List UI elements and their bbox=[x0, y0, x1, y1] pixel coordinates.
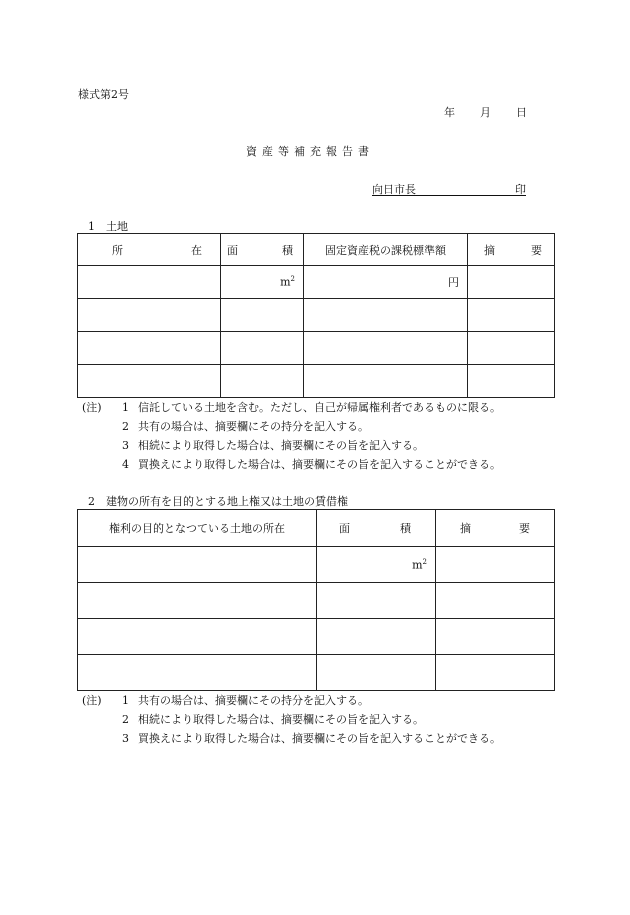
header-area: 面 積 bbox=[317, 510, 436, 547]
section1-notes bbox=[82, 398, 501, 474]
cell-location[interactable] bbox=[78, 266, 221, 299]
note-item: (注) 1 共有の場合は、摘要欄にその持分を記入する。 bbox=[82, 694, 369, 707]
document-title: 資産等補充報告書 bbox=[246, 145, 374, 158]
header-land-location: 権利の目的となつている土地の所在 bbox=[78, 510, 317, 547]
note-item: 3 買換えにより取得した場合は、摘要欄にその旨を記入することができる。 bbox=[122, 732, 501, 745]
cell-area[interactable] bbox=[221, 299, 304, 332]
cell-tax-base[interactable] bbox=[304, 365, 468, 398]
cell-remarks[interactable] bbox=[436, 547, 555, 583]
leasehold-table bbox=[77, 509, 555, 691]
cell-land-location[interactable] bbox=[78, 583, 317, 619]
table-row bbox=[78, 583, 555, 619]
form-number: 様式第2号 bbox=[78, 88, 129, 101]
note-item: 3 相続により取得した場合は、摘要欄にその旨を記入する。 bbox=[122, 439, 424, 452]
header-remarks: 摘 要 bbox=[436, 510, 555, 547]
table-row bbox=[78, 365, 555, 398]
cell-land-location[interactable] bbox=[78, 547, 317, 583]
addressee-line bbox=[372, 181, 526, 196]
cell-remarks[interactable] bbox=[468, 266, 555, 299]
seal-mark: 印 bbox=[515, 183, 526, 196]
cell-remarks[interactable] bbox=[436, 583, 555, 619]
section2-notes bbox=[82, 691, 501, 748]
table-row bbox=[78, 332, 555, 365]
table-row bbox=[78, 547, 555, 583]
table-row bbox=[78, 655, 555, 691]
cell-location[interactable] bbox=[78, 365, 221, 398]
leasehold-table-header bbox=[78, 510, 555, 547]
cell-area[interactable] bbox=[317, 655, 436, 691]
cell-remarks[interactable] bbox=[436, 655, 555, 691]
note-item: 4 買換えにより取得した場合は、摘要欄にその旨を記入することができる。 bbox=[122, 458, 501, 471]
cell-land-location[interactable] bbox=[78, 655, 317, 691]
cell-location[interactable] bbox=[78, 299, 221, 332]
note-item: (注) 1 信託している土地を含む。ただし、自己が帰属権利者であるものに限る。 bbox=[82, 401, 501, 414]
date-month: 月 bbox=[480, 106, 491, 119]
table-row bbox=[78, 266, 555, 299]
header-tax-base: 固定資産税の課税標準額 bbox=[304, 234, 468, 266]
cell-remarks[interactable] bbox=[436, 619, 555, 655]
table-row bbox=[78, 619, 555, 655]
section1-title: 1 土地 bbox=[88, 220, 128, 233]
land-table-header bbox=[78, 234, 555, 266]
cell-remarks[interactable] bbox=[468, 299, 555, 332]
header-area: 面 積 bbox=[221, 234, 304, 266]
addressee-name: 向日市長 bbox=[372, 183, 416, 196]
cell-remarks[interactable] bbox=[468, 332, 555, 365]
cell-area[interactable] bbox=[317, 619, 436, 655]
land-table bbox=[77, 233, 555, 398]
cell-area[interactable] bbox=[221, 365, 304, 398]
cell-area[interactable]: $m^2$ bbox=[317, 547, 436, 583]
date-line bbox=[444, 104, 527, 120]
date-day: 日 bbox=[516, 106, 527, 119]
date-year: 年 bbox=[444, 106, 455, 119]
cell-location[interactable] bbox=[78, 332, 221, 365]
cell-area[interactable] bbox=[221, 332, 304, 365]
cell-area[interactable] bbox=[317, 583, 436, 619]
section2-title: 2 建物の所有を目的とする地上権又は土地の賃借権 bbox=[88, 495, 348, 508]
cell-area[interactable]: $m^2$ bbox=[221, 266, 304, 299]
note-item: 2 共有の場合は、摘要欄にその持分を記入する。 bbox=[122, 420, 369, 433]
cell-land-location[interactable] bbox=[78, 619, 317, 655]
cell-remarks[interactable] bbox=[468, 365, 555, 398]
header-remarks: 摘 要 bbox=[468, 234, 555, 266]
table-row bbox=[78, 299, 555, 332]
cell-tax-base[interactable] bbox=[304, 332, 468, 365]
note-item: 2 相続により取得した場合は、摘要欄にその旨を記入する。 bbox=[122, 713, 424, 726]
cell-tax-base[interactable] bbox=[304, 299, 468, 332]
header-location: 所 在 bbox=[78, 234, 221, 266]
cell-tax-base[interactable]: 円 bbox=[304, 266, 468, 299]
